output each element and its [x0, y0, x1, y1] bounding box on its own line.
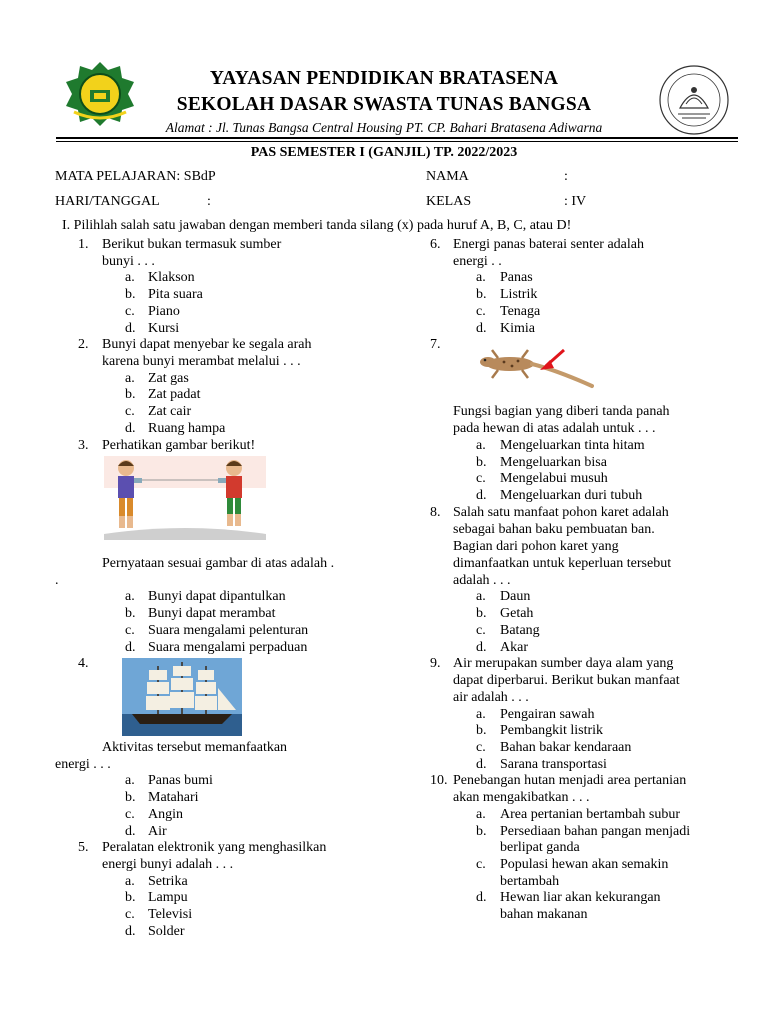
option-letter[interactable]: a. [476, 589, 486, 604]
question-number: 9. [430, 656, 441, 671]
option-letter[interactable]: b. [125, 790, 136, 805]
question-text: Air merupakan sumber daya alam yang [453, 656, 674, 671]
option-text[interactable]: Getah [500, 606, 534, 621]
option-letter[interactable]: a. [476, 707, 486, 722]
exam-title: PAS SEMESTER I (GANJIL) TP. 2022/2023 [250, 145, 518, 160]
option-text[interactable]: Panas [500, 270, 533, 285]
option-text[interactable]: Listrik [500, 287, 538, 302]
option-letter[interactable]: c. [125, 907, 135, 922]
option-letter[interactable]: a. [476, 270, 486, 285]
foundation-name: YAYASAN PENDIDIKAN BRATASENA [209, 68, 559, 89]
option-letter[interactable]: a. [476, 438, 486, 453]
question-text: Berikut bukan termasuk sumber [102, 237, 282, 252]
option-text[interactable]: Persediaan bahan pangan menjadi [500, 824, 691, 839]
option-text[interactable]: Angin [148, 807, 183, 822]
question-text: Peralatan elektronik yang menghasilkan [102, 840, 327, 855]
question-text: akan mengakibatkan . . . [453, 790, 590, 805]
option-letter[interactable]: a. [125, 874, 135, 889]
option-text[interactable]: Matahari [148, 790, 199, 805]
option-text[interactable]: Klakson [148, 270, 195, 285]
question-number: 10. [430, 773, 448, 788]
option-letter[interactable]: a. [476, 807, 486, 822]
subject-label: MATA PELAJARAN: SBdP [55, 169, 216, 184]
question-number: 4. [78, 656, 89, 671]
question-number: 2. [78, 337, 89, 352]
question-text: . [55, 573, 59, 588]
option-letter[interactable]: d. [125, 421, 136, 436]
option-text[interactable]: Pembangkit listrik [500, 723, 604, 738]
option-letter[interactable]: d. [476, 640, 487, 655]
option-text[interactable]: Sarana transportasi [500, 757, 607, 772]
option-letter[interactable]: b. [476, 606, 487, 621]
option-letter[interactable]: c. [476, 623, 486, 638]
option-text[interactable]: Air [148, 824, 167, 839]
option-text[interactable]: Pengairan sawah [500, 707, 595, 722]
question-number: 3. [78, 438, 89, 453]
header-rule-thick [56, 137, 738, 139]
option-letter[interactable]: a. [125, 773, 135, 788]
name-colon: : [564, 169, 568, 184]
name-label: NAMA [426, 169, 469, 184]
option-text[interactable]: Zat gas [148, 371, 189, 386]
option-letter[interactable]: b. [125, 606, 136, 621]
question-text: Perhatikan gambar berikut! [102, 438, 256, 453]
option-letter[interactable]: d. [125, 321, 136, 336]
question-text: dapat diperbarui. Berikut bukan manfaat [453, 673, 680, 688]
question-text: dimanfaatkan untuk keperluan tersebut [453, 556, 672, 571]
option-letter[interactable]: d. [476, 488, 487, 503]
option-text[interactable]: Kursi [148, 321, 180, 336]
option-letter[interactable]: c. [476, 304, 486, 319]
question-number: 6. [430, 237, 441, 252]
option-text[interactable]: Batang [500, 623, 540, 638]
option-letter[interactable]: a. [125, 270, 135, 285]
option-text[interactable]: Mengelabui musuh [500, 471, 608, 486]
question-text: Fungsi bagian yang diberi tanda panah [453, 404, 670, 419]
option-text-continued[interactable]: bahan makanan [500, 907, 588, 922]
question-number: 8. [430, 505, 441, 520]
option-letter[interactable]: c. [476, 740, 486, 755]
question-text: air adalah . . . [453, 690, 529, 705]
question-text: energi . . . [55, 757, 111, 772]
option-letter[interactable]: d. [476, 890, 487, 905]
question-text: Pernyataan sesuai gambar di atas adalah . [102, 556, 335, 571]
option-text[interactable]: Lampu [148, 890, 188, 905]
option-letter[interactable]: b. [476, 455, 487, 470]
question-text: Bunyi dapat menyebar ke segala arah [102, 337, 312, 352]
option-text[interactable]: Mengeluarkan tinta hitam [500, 438, 645, 453]
option-text[interactable]: Mengeluarkan duri tubuh [500, 488, 643, 503]
option-text[interactable]: Panas bumi [148, 773, 213, 788]
option-text[interactable]: Hewan liar akan kekurangan [500, 890, 661, 905]
question-text: Penebangan hutan menjadi area pertanian [453, 773, 687, 788]
option-letter[interactable]: d. [125, 640, 136, 655]
option-letter[interactable]: d. [125, 824, 136, 839]
option-letter[interactable]: a. [125, 589, 135, 604]
option-letter[interactable]: d. [476, 321, 487, 336]
option-text[interactable]: Solder [148, 924, 185, 939]
option-text[interactable]: Zat cair [148, 404, 192, 419]
option-text[interactable]: Area pertanian bertambah subur [500, 807, 680, 822]
option-text[interactable]: Mengeluarkan bisa [500, 455, 607, 470]
option-letter[interactable]: b. [476, 723, 487, 738]
option-letter[interactable]: c. [125, 404, 135, 419]
header-rule-thin [56, 141, 738, 142]
tin-can-telephone-image [104, 456, 266, 540]
option-letter[interactable]: a. [125, 371, 135, 386]
option-text[interactable]: Bahan bakar kendaraan [500, 740, 632, 755]
question-text: Salah satu manfaat pohon karet adalah [453, 505, 669, 520]
question-text: Bagian dari pohon karet yang [453, 539, 619, 554]
sailing-ship-image [122, 658, 242, 736]
option-letter[interactable]: c. [125, 623, 135, 638]
option-text[interactable]: Setrika [148, 874, 188, 889]
option-text[interactable]: Televisi [148, 907, 193, 922]
gecko-image [476, 340, 594, 392]
option-letter[interactable]: b. [125, 890, 136, 905]
question-text: bunyi . . . [102, 254, 155, 269]
option-letter[interactable]: c. [125, 807, 135, 822]
option-letter[interactable]: d. [476, 757, 487, 772]
option-text[interactable]: Bunyi dapat dipantulkan [148, 589, 286, 604]
question-text: Aktivitas tersebut memanfaatkan [102, 740, 288, 755]
question-text: sebagai bahan baku pembuatan ban. [453, 522, 655, 537]
option-text-continued[interactable]: bertambah [500, 874, 560, 889]
option-text[interactable]: Ruang hampa [148, 421, 226, 436]
option-text[interactable]: Suara mengalami perpaduan [148, 640, 308, 655]
question-number: 7. [430, 337, 441, 352]
option-letter[interactable]: c. [476, 471, 486, 486]
option-text[interactable]: Suara mengalami pelenturan [148, 623, 309, 638]
question-text: energi bunyi adalah . . . [102, 857, 234, 872]
option-text[interactable]: Tenaga [500, 304, 541, 319]
option-text[interactable]: Populasi hewan akan semakin [500, 857, 669, 872]
option-letter[interactable]: b. [125, 287, 136, 302]
option-text[interactable]: Daun [500, 589, 531, 604]
question-text: adalah . . . [453, 573, 511, 588]
option-letter[interactable]: c. [476, 857, 486, 872]
option-text[interactable]: Kimia [500, 321, 535, 336]
school-address: Alamat : Jl. Tunas Bangsa Central Housing PT. CP. Bahari Bratasena Adiwarna [165, 120, 603, 135]
option-text-continued[interactable]: berlipat ganda [500, 840, 580, 855]
class-value: : IV [564, 194, 587, 209]
school-name: SEKOLAH DASAR SWASTA TUNAS BANGSA [176, 94, 592, 115]
option-text[interactable]: Piano [148, 304, 180, 319]
option-letter[interactable]: b. [125, 387, 136, 402]
instruction: I. Pilihlah salah satu jawaban dengan memberi tanda silang (x) pada huruf A, B, C, atau D! [62, 218, 572, 233]
question-number: 5. [78, 840, 89, 855]
date-colon: : [207, 194, 211, 209]
class-label: KELAS [426, 194, 472, 209]
option-letter[interactable]: b. [476, 824, 487, 839]
question-text: karena bunyi merambat melalui . . . [102, 354, 301, 369]
option-text[interactable]: Akar [500, 640, 528, 655]
question-number: 1. [78, 237, 89, 252]
question-text: Energi panas baterai senter adalah [453, 237, 644, 252]
option-text[interactable]: Bunyi dapat merambat [148, 606, 276, 621]
option-letter[interactable]: c. [125, 304, 135, 319]
option-text[interactable]: Zat padat [148, 387, 201, 402]
option-text[interactable]: Pita suara [148, 287, 203, 302]
question-text: energi . . [453, 254, 502, 269]
option-letter[interactable]: b. [476, 287, 487, 302]
option-letter[interactable]: d. [125, 924, 136, 939]
question-text: pada hewan di atas adalah untuk . . . [453, 421, 656, 436]
date-label: HARI/TANGGAL [55, 194, 160, 209]
